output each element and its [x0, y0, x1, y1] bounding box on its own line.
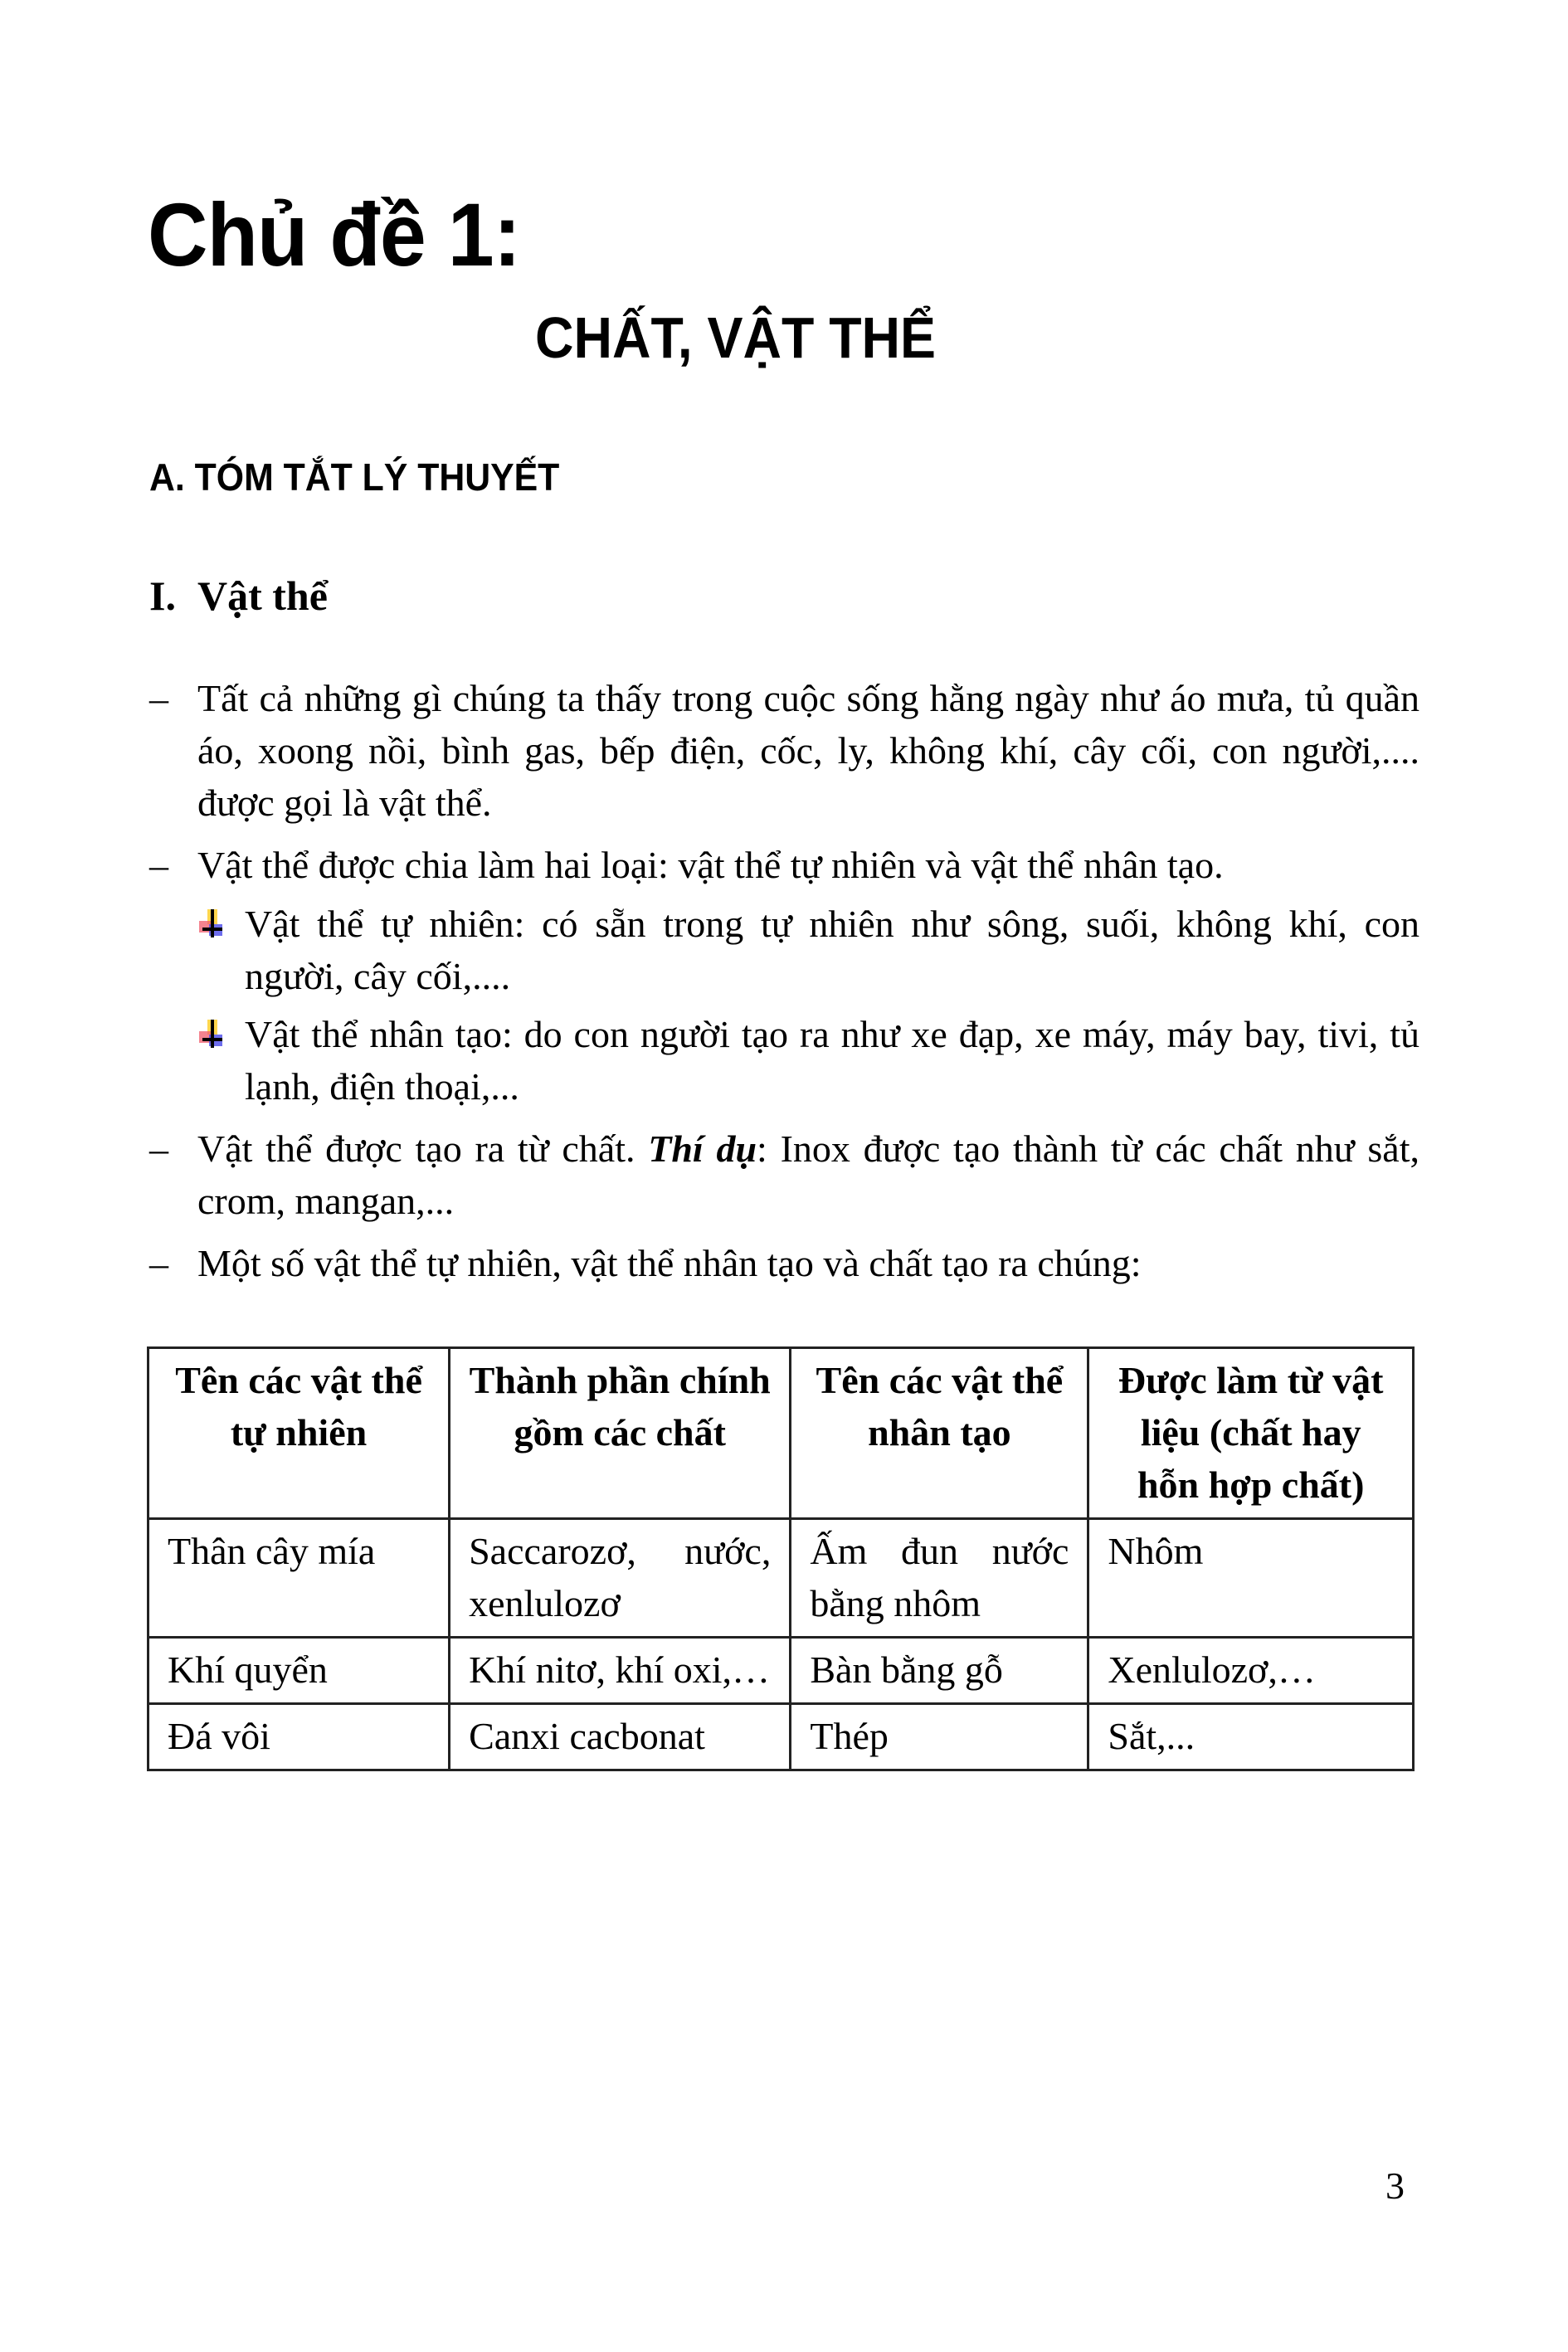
section-title: Vật thể: [197, 572, 328, 619]
item-text-prefix: Vật thể được tạo ra từ chất.: [197, 1127, 649, 1170]
dash-bullet-icon: –: [149, 844, 168, 886]
objects-materials-table: [147, 1346, 1415, 1771]
column-header: Được làm từ vật liệu (chất hay hỗn hợp chất): [1088, 1348, 1414, 1519]
table-cell: Khí nitơ, khí oxi,…: [450, 1638, 791, 1704]
table-cell: Thân cây mía: [149, 1519, 450, 1638]
table-cell: Saccarozơ, nước, xenlulozơ: [450, 1519, 791, 1638]
table-cell: Xenlulozơ,…: [1088, 1638, 1414, 1704]
table-cell: Bàn bằng gỗ: [791, 1638, 1088, 1704]
page-number: 3: [1385, 2165, 1405, 2207]
sub-list-item: [197, 1008, 1419, 1113]
table-cell: Thép: [791, 1704, 1088, 1770]
table-row: [149, 1704, 1414, 1770]
list-item: [149, 839, 1419, 891]
list-item-text: Tất cả những gì chúng ta thấy trong cuộc sống hằng ngày như áo mưa, tủ quần áo, xoong nồi, bình gas, bếp điện, cốc, ly, không khí, cây cối, con người,.... được gọi là vật thể.: [197, 677, 1419, 824]
sub-list-item-text: Vật thể nhân tạo: do con người tạo ra như xe đạp, xe máy, máy bay, tivi, tủ lạnh, điện thoại,...: [245, 1013, 1419, 1108]
table-cell: Đá vôi: [149, 1704, 450, 1770]
table-row: [149, 1519, 1414, 1638]
topic-title: CHẤT, VẬT THỂ: [535, 305, 936, 370]
item-text-suffix: : Inox được tạo thành từ các chất như sắt, crom, mangan,...: [197, 1127, 1420, 1222]
sub-list-item-text: Vật thể tự nhiên: có sẵn trong tự nhiên như sông, suối, không khí, con người, cây cối,....: [245, 903, 1419, 997]
table-cell: Canxi cacbonat: [450, 1704, 791, 1770]
chapter-label: Chủ đề 1:: [148, 184, 521, 285]
table-header-row: [149, 1348, 1414, 1519]
sub-list-item: [197, 898, 1419, 1002]
table-cell: Ấm đun nước bằng nhôm: [791, 1519, 1088, 1638]
section-i-heading: [149, 569, 328, 622]
list-item-text: Một số vật thể tự nhiên, vật thể nhân tạo và chất tạo ra chúng:: [197, 1242, 1142, 1284]
list-item: [149, 1122, 1419, 1227]
section-number: I.: [149, 572, 176, 619]
section-a-heading: A. TÓM TẮT LÝ THUYẾT: [149, 455, 560, 499]
quad-color-plus-bullet-icon: [199, 909, 224, 937]
quad-color-plus-bullet-icon: [199, 1020, 224, 1048]
column-header: Tên các vật thể tự nhiên: [149, 1348, 450, 1519]
table-cell: Sắt,...: [1088, 1704, 1414, 1770]
dash-bullet-icon: –: [149, 1242, 168, 1284]
table-cell: Khí quyển: [149, 1638, 450, 1704]
column-header: Tên các vật thể nhân tạo: [791, 1348, 1088, 1519]
dash-bullet-icon: –: [149, 677, 168, 719]
column-header: Thành phần chính gồm các chất: [450, 1348, 791, 1519]
list-item: [149, 672, 1419, 829]
example-label: Thí dụ: [648, 1127, 757, 1170]
list-item-text: Vật thể được chia làm hai loại: vật thể tự nhiên và vật thể nhân tạo.: [197, 844, 1224, 886]
table-row: [149, 1638, 1414, 1704]
list-item: [149, 1237, 1419, 1289]
dash-bullet-icon: –: [149, 1127, 168, 1170]
list-item-text: [197, 1122, 1419, 1227]
table-cell: Nhôm: [1088, 1519, 1414, 1638]
